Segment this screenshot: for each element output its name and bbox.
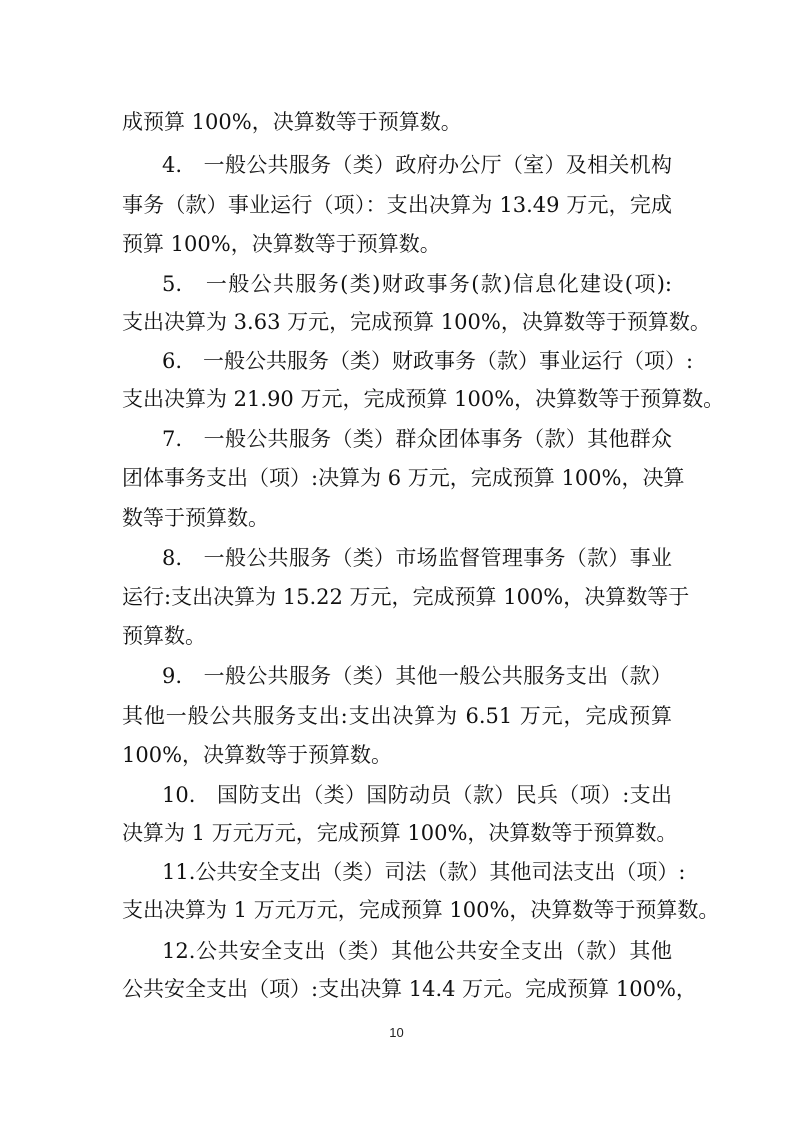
text-line: 数等于预算数。 [122, 506, 269, 530]
text-line: 6. 一般公共服务（类）财政事务（款）事业运行（项）: [162, 349, 694, 373]
text-line: 100%，决算数等于预算数。 [122, 743, 393, 767]
text-line: 成预算 100%，决算数等于预算数。 [122, 110, 462, 134]
text-line: 决算为 1 万元万元，完成预算 100%，决算数等于预算数。 [122, 821, 678, 845]
text-line: 支出决算为 21.90 万元，完成预算 100%，决算数等于预算数。 [122, 387, 725, 411]
text-line: 11.公共安全支出（类）司法（款）其他司法支出（项）: [162, 860, 686, 884]
text-line: 支出决算为 1 万元万元，完成预算 100%，决算数等于预算数。 [122, 898, 720, 922]
text-line: 8. 一般公共服务（类）市场监督管理事务（款）事业 [162, 546, 672, 570]
text-line: 12.公共安全支出（类）其他公共安全支出（款）其他 [162, 939, 672, 963]
text-line: 预算 100%，决算数等于预算数。 [122, 232, 441, 256]
text-line: 10. 国防支出（类）国防动员（款）民兵（项）:支出 [162, 783, 672, 807]
text-line: 5. 一般公共服务(类)财政事务(款)信息化建设(项): [162, 272, 672, 296]
text-line: 支出决算为 3.63 万元，完成预算 100%，决算数等于预算数。 [122, 310, 711, 334]
page-number: 10 [389, 1025, 404, 1040]
text-line: 7. 一般公共服务（类）群众团体事务（款）其他群众 [162, 427, 672, 451]
text-line: 其他一般公共服务支出:支出决算为 6.51 万元，完成预算 [122, 704, 672, 728]
text-line: 运行:支出决算为 15.22 万元，完成预算 100%，决算数等于 [122, 585, 690, 609]
text-line: 预算数。 [122, 624, 206, 648]
text-line: 团体事务支出（项）:决算为 6 万元，完成预算 100%，决算 [122, 466, 685, 490]
text-line: 事务（款）事业运行（项）：支出决算为 13.49 万元，完成 [122, 193, 672, 217]
text-line: 4. 一般公共服务（类）政府办公厅（室）及相关机构 [162, 153, 672, 177]
text-line: 9. 一般公共服务（类）其他一般公共服务支出（款） [162, 664, 672, 688]
text-line: 公共安全支出（项）:支出决算 14.4 万元。完成预算 100%， [122, 977, 697, 1001]
